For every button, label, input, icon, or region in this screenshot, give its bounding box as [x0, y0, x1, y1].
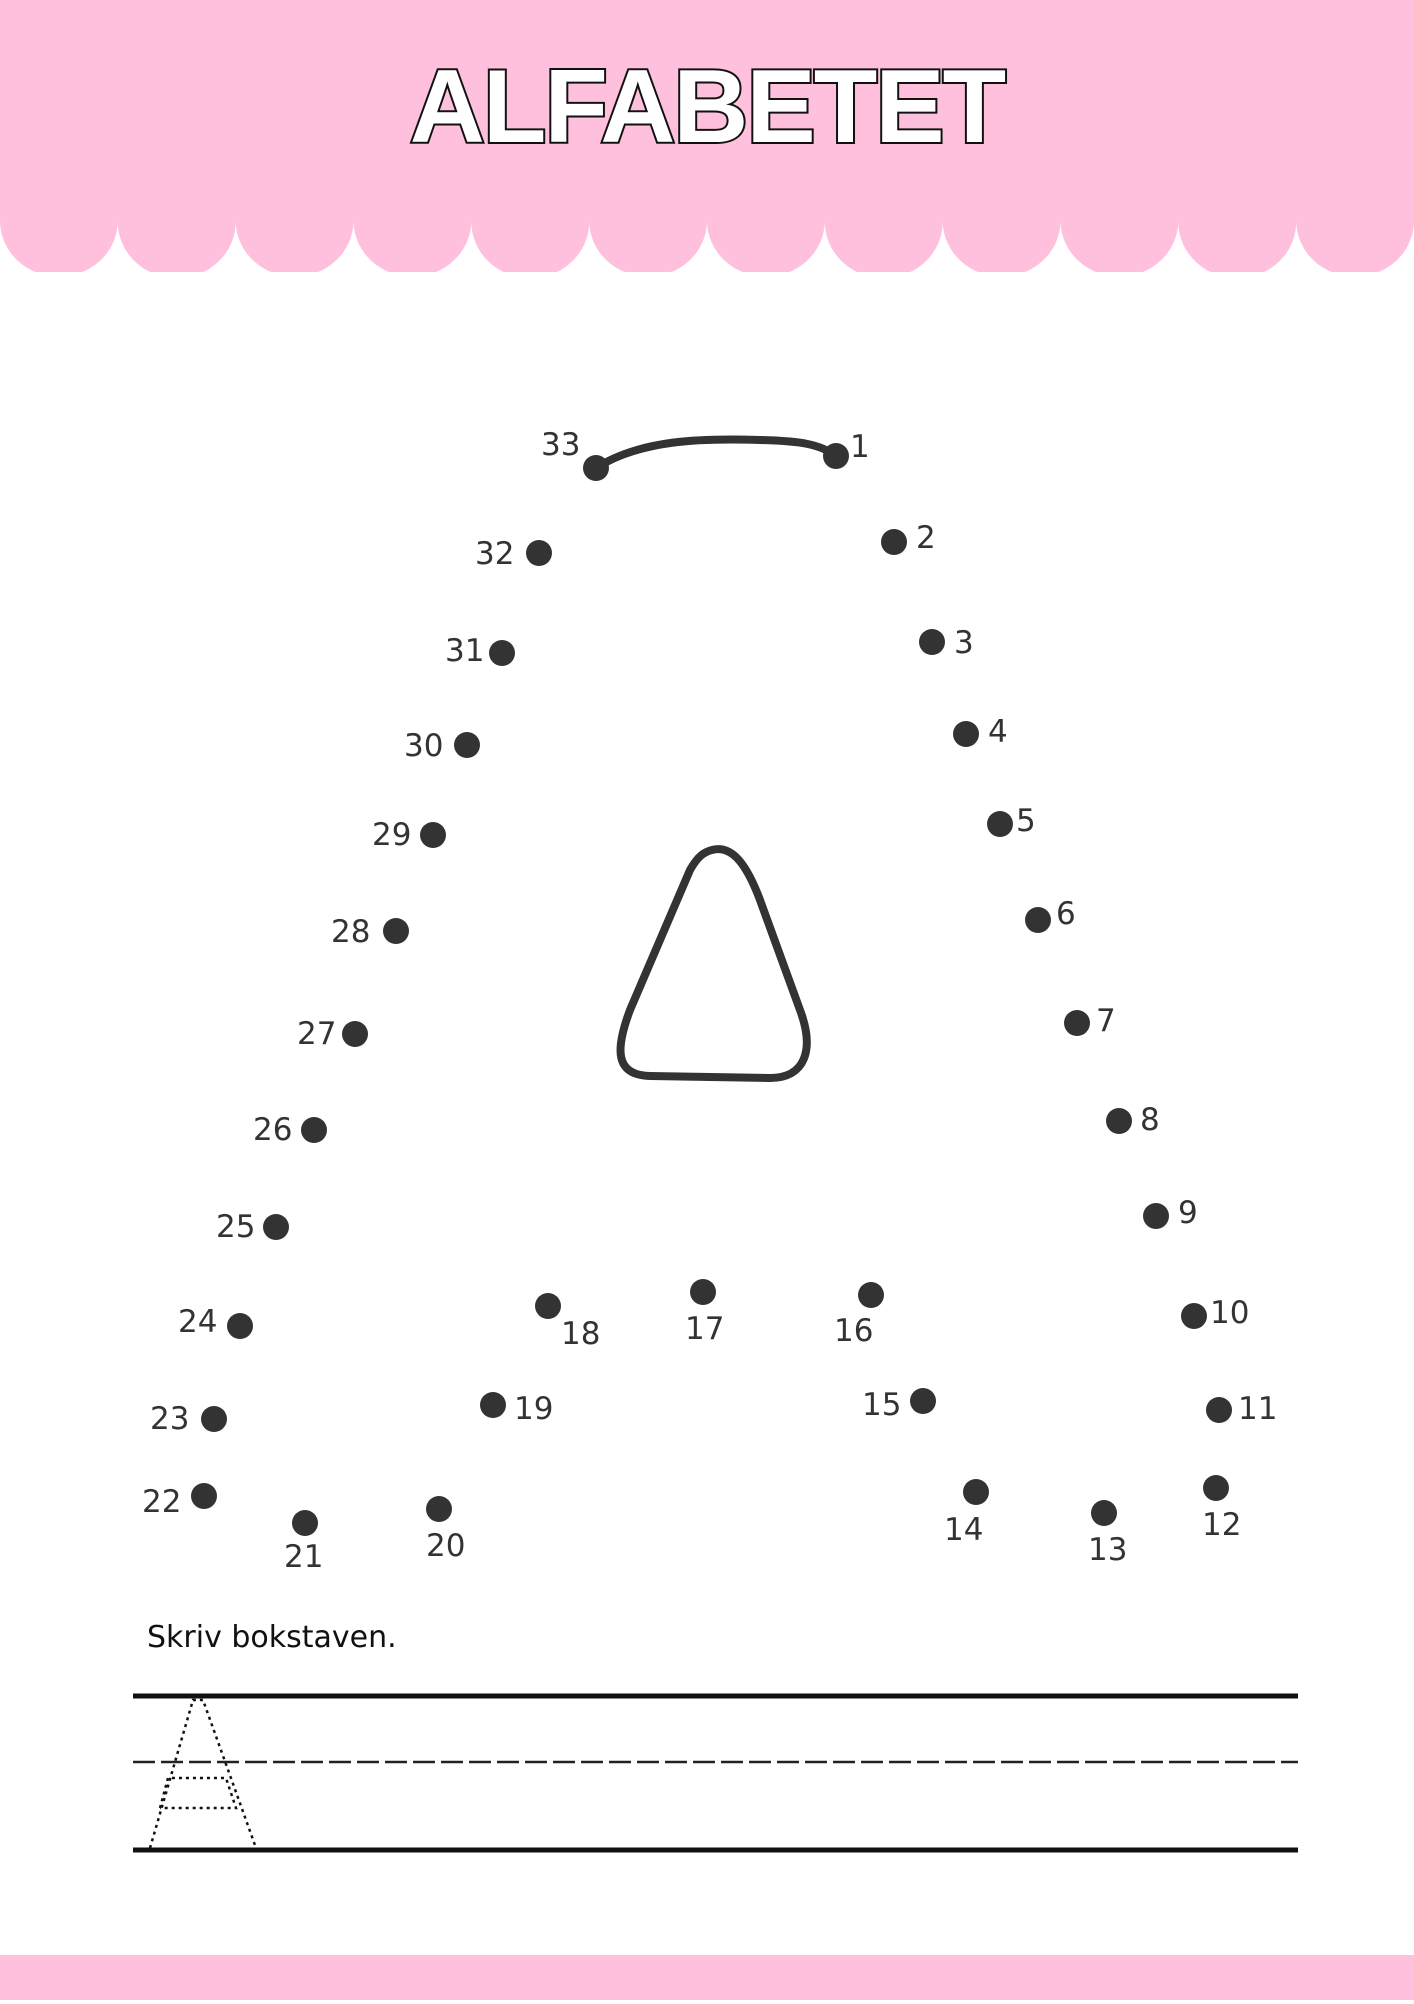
dot-11	[1206, 1391, 1277, 1427]
dot-marker	[292, 1510, 318, 1536]
dot-marker	[1206, 1397, 1232, 1423]
dot-number-label: 29	[372, 817, 412, 853]
dot-10	[1181, 1295, 1249, 1331]
dot-marker	[1025, 907, 1051, 933]
dot-2	[881, 520, 936, 556]
dot-marker	[420, 822, 446, 848]
dot-marker	[535, 1293, 561, 1319]
dot-number-label: 28	[331, 914, 371, 950]
dot-28	[331, 914, 409, 950]
dot-33	[541, 427, 609, 481]
dot-25	[216, 1209, 289, 1245]
dot-number-label: 8	[1140, 1102, 1160, 1138]
dot-14	[944, 1479, 989, 1548]
dot-number-label: 18	[561, 1316, 601, 1352]
dot-marker	[881, 529, 907, 555]
dot-number-label: 26	[253, 1112, 293, 1148]
page-title: ALFABETET	[409, 49, 1005, 165]
dot-marker	[919, 629, 945, 655]
dot-marker	[1106, 1108, 1132, 1134]
dot-9	[1143, 1195, 1198, 1231]
footer-band	[0, 1955, 1414, 2000]
top-curve-segment	[596, 439, 836, 468]
dot-18	[535, 1293, 600, 1352]
dot-number-label: 23	[150, 1401, 190, 1437]
dot-number-label: 16	[834, 1313, 874, 1349]
dot-marker	[301, 1117, 327, 1143]
dot-number-label: 1	[850, 429, 870, 465]
dot-marker	[191, 1483, 217, 1509]
inner-triangle-shape	[620, 849, 806, 1078]
dot-marker	[342, 1021, 368, 1047]
dot-number-label: 7	[1096, 1003, 1116, 1039]
handwriting-lines	[0, 1680, 1414, 1860]
dot-marker	[690, 1279, 716, 1305]
header-banner	[0, 0, 1414, 272]
instruction-text: Skriv bokstaven.	[147, 1620, 397, 1655]
dot-marker	[1181, 1303, 1207, 1329]
dot-number-label: 3	[954, 625, 974, 661]
dot-5	[987, 803, 1036, 839]
dot-marker	[526, 540, 552, 566]
dot-marker	[858, 1282, 884, 1308]
dot-number-label: 32	[475, 536, 515, 572]
dot-marker	[1091, 1500, 1117, 1526]
dot-marker	[823, 443, 849, 469]
footer-bar	[0, 1955, 1414, 2000]
dot-29	[372, 817, 446, 853]
dot-3	[919, 625, 974, 661]
dot-marker	[263, 1214, 289, 1240]
dot-number-label: 10	[1210, 1295, 1250, 1331]
dot-23	[150, 1401, 227, 1437]
dot-number-label: 24	[178, 1304, 218, 1340]
dot-marker	[227, 1313, 253, 1339]
dot-4	[953, 714, 1008, 750]
dot-12	[1202, 1475, 1241, 1543]
dot-19	[480, 1391, 553, 1427]
dot-marker	[963, 1479, 989, 1505]
dot-17	[685, 1279, 724, 1347]
dot-number-label: 15	[862, 1387, 902, 1423]
dot-marker	[910, 1388, 936, 1414]
dot-marker	[987, 811, 1013, 837]
dot-number-label: 11	[1238, 1391, 1278, 1427]
dot-31	[445, 633, 515, 669]
dot-26	[253, 1112, 327, 1148]
dot-marker	[383, 918, 409, 944]
dot-number-label: 31	[445, 633, 485, 669]
dot-number-label: 12	[1202, 1507, 1242, 1543]
dot-marker	[1203, 1475, 1229, 1501]
dot-number-label: 2	[916, 520, 936, 556]
dot-13	[1088, 1500, 1127, 1568]
dot-marker	[454, 732, 480, 758]
dot-8	[1106, 1102, 1160, 1138]
dot-number-label: 27	[297, 1016, 337, 1052]
dot-number-label: 4	[988, 714, 1008, 750]
dot-number-label: 19	[514, 1391, 554, 1427]
dot-22	[142, 1483, 217, 1520]
dot-27	[297, 1016, 368, 1052]
dot-number-label: 9	[1178, 1195, 1198, 1231]
dot-marker	[480, 1392, 506, 1418]
dot-marker	[489, 640, 515, 666]
dot-marker	[953, 721, 979, 747]
dot-15	[862, 1387, 936, 1423]
dot-number-label: 6	[1056, 896, 1076, 932]
dot-number-label: 20	[426, 1528, 466, 1564]
dot-marker	[426, 1496, 452, 1522]
dot-24	[178, 1304, 253, 1340]
dot-number-label: 33	[541, 427, 581, 463]
dot-number-label: 21	[284, 1539, 324, 1575]
dot-number-label: 13	[1088, 1532, 1128, 1568]
dot-6	[1025, 896, 1076, 933]
writing-guide	[0, 1680, 1414, 1860]
dot-21	[284, 1510, 323, 1575]
dot-16	[834, 1282, 884, 1349]
dot-marker	[201, 1406, 227, 1432]
dot-20	[426, 1496, 465, 1564]
dot-to-dot-puzzle	[0, 380, 1414, 1580]
tracing-letter-a	[150, 1700, 256, 1848]
dot-number-label: 25	[216, 1209, 256, 1245]
dot-marker	[1143, 1203, 1169, 1229]
dot-1	[823, 429, 870, 469]
dot-number-label: 22	[142, 1484, 182, 1520]
dot-32	[475, 536, 552, 572]
dot-7	[1064, 1003, 1116, 1039]
dot-marker	[583, 455, 609, 481]
puzzle-canvas	[0, 380, 1414, 1580]
dot-number-label: 17	[685, 1311, 725, 1347]
dot-number-label: 5	[1016, 803, 1036, 839]
dot-number-label: 30	[404, 728, 444, 764]
dot-30	[404, 728, 480, 764]
dot-marker	[1064, 1010, 1090, 1036]
dot-number-label: 14	[944, 1512, 984, 1548]
